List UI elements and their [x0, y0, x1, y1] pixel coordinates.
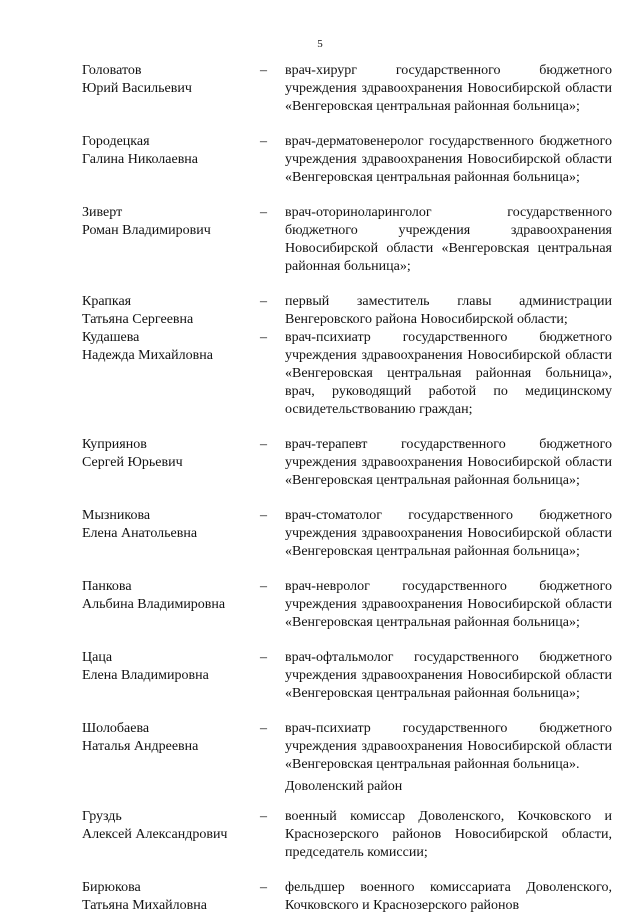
person-name [82, 133, 260, 187]
surname: Куприянов [82, 437, 147, 452]
person-name [82, 436, 260, 490]
person-name [82, 329, 260, 419]
person-name [82, 293, 260, 329]
list-item [82, 436, 612, 490]
surname: Цаца [82, 650, 113, 665]
dash: – [260, 721, 267, 736]
given-names: Алексей Александрович [82, 827, 228, 842]
surname: Кудашева [82, 330, 140, 345]
person-name [82, 808, 260, 862]
position-description: врач-терапевт государственного бюджетного учреждения здравоохранения Новосибирской области «Венгеровская центральная районная больница»; [285, 437, 612, 488]
district-heading: Доволенский район [285, 779, 403, 794]
position-description: врач-хирург государственного бюджетного учреждения здравоохранения Новосибирской области «Венгеровская центральная районная больница»; [285, 63, 612, 114]
surname: Городецкая [82, 134, 150, 149]
person-name [82, 204, 260, 276]
list-item [82, 720, 612, 774]
dash: – [260, 579, 267, 594]
list-item [82, 507, 612, 561]
given-names: Юрий Васильевич [82, 81, 192, 96]
position-description: врач-невролог государственного бюджетного учреждения здравоохранения Новосибирской области «Венгеровская центральная районная больница»; [285, 579, 612, 630]
given-names: Галина Николаевна [82, 152, 199, 167]
list-item [82, 293, 612, 329]
dash: – [260, 330, 267, 345]
list-item [82, 133, 612, 187]
surname: Крапкая [82, 294, 132, 309]
position-description: врач-офтальмолог государственного бюджетного учреждения здравоохранения Новосибирской области «Венгеровская центральная районная больница»; [285, 650, 612, 701]
given-names: Елена Владимировна [82, 668, 209, 683]
position-description: врач-психиатр государственного бюджетного учреждения здравоохранения Новосибирской области «Венгеровская центральная районная больница», врач, руководящий работой по медицинскому освидетельствованию граждан; [285, 330, 612, 417]
position-description: врач-психиатр государственного бюджетного учреждения здравоохранения Новосибирской области «Венгеровская центральная районная больница». [285, 721, 612, 772]
surname: Бирюкова [82, 880, 141, 895]
dash: – [260, 650, 267, 665]
list-item [82, 329, 612, 419]
commission-list [82, 62, 612, 915]
dash: – [260, 63, 267, 78]
dash: – [260, 294, 267, 309]
page-number: 5 [317, 38, 323, 50]
person-name [82, 62, 260, 116]
list-item [82, 808, 612, 862]
position-description: врач-дерматовенеролог государственного бюджетного учреждения здравоохранения Новосибирской области «Венгеровская центральная районная больница»; [285, 134, 612, 185]
surname: Мызникова [82, 508, 151, 523]
person-name [82, 507, 260, 561]
surname: Головатов [82, 63, 142, 78]
surname: Панкова [82, 579, 132, 594]
surname: Зиверт [82, 205, 123, 220]
position-description: фельдшер военного комиссариата Доволенского, Кочковского и Краснозерского районов [285, 880, 612, 913]
given-names: Татьяна Михайловна [82, 898, 207, 913]
dash: – [260, 437, 267, 452]
list-item [82, 578, 612, 632]
position-description: врач-стоматолог государственного бюджетного учреждения здравоохранения Новосибирской области «Венгеровская центральная районная больница»; [285, 508, 612, 559]
dash: – [260, 508, 267, 523]
position-description: врач-оториноларинголог государственного бюджетного учреждения здравоохранения Новосибирской области «Венгеровская центральная районная больница»; [285, 205, 612, 274]
dash: – [260, 205, 267, 220]
person-name [82, 649, 260, 703]
list-item [82, 649, 612, 703]
dash: – [260, 134, 267, 149]
person-name [82, 578, 260, 632]
position-description: военный комиссар Доволенского, Кочковского и Краснозерского районов Новосибирской области, председатель комиссии; [285, 809, 612, 860]
given-names: Елена Анатольевна [82, 526, 198, 541]
dash: – [260, 880, 267, 895]
given-names: Надежда Михайловна [82, 348, 213, 363]
given-names: Татьяна Сергеевна [82, 312, 194, 327]
list-item [82, 879, 612, 915]
list-item [82, 204, 612, 276]
given-names: Наталья Андреевна [82, 739, 199, 754]
person-name [82, 879, 260, 915]
dash: – [260, 809, 267, 824]
position-description: первый заместитель главы администрации Венгеровского района Новосибирской области; [285, 294, 612, 327]
person-name [82, 720, 260, 774]
surname: Груздь [82, 809, 122, 824]
given-names: Роман Владимирович [82, 223, 211, 238]
list-item [82, 62, 612, 116]
given-names: Альбина Владимировна [82, 597, 226, 612]
given-names: Сергей Юрьевич [82, 455, 183, 470]
surname: Шолобаева [82, 721, 150, 736]
